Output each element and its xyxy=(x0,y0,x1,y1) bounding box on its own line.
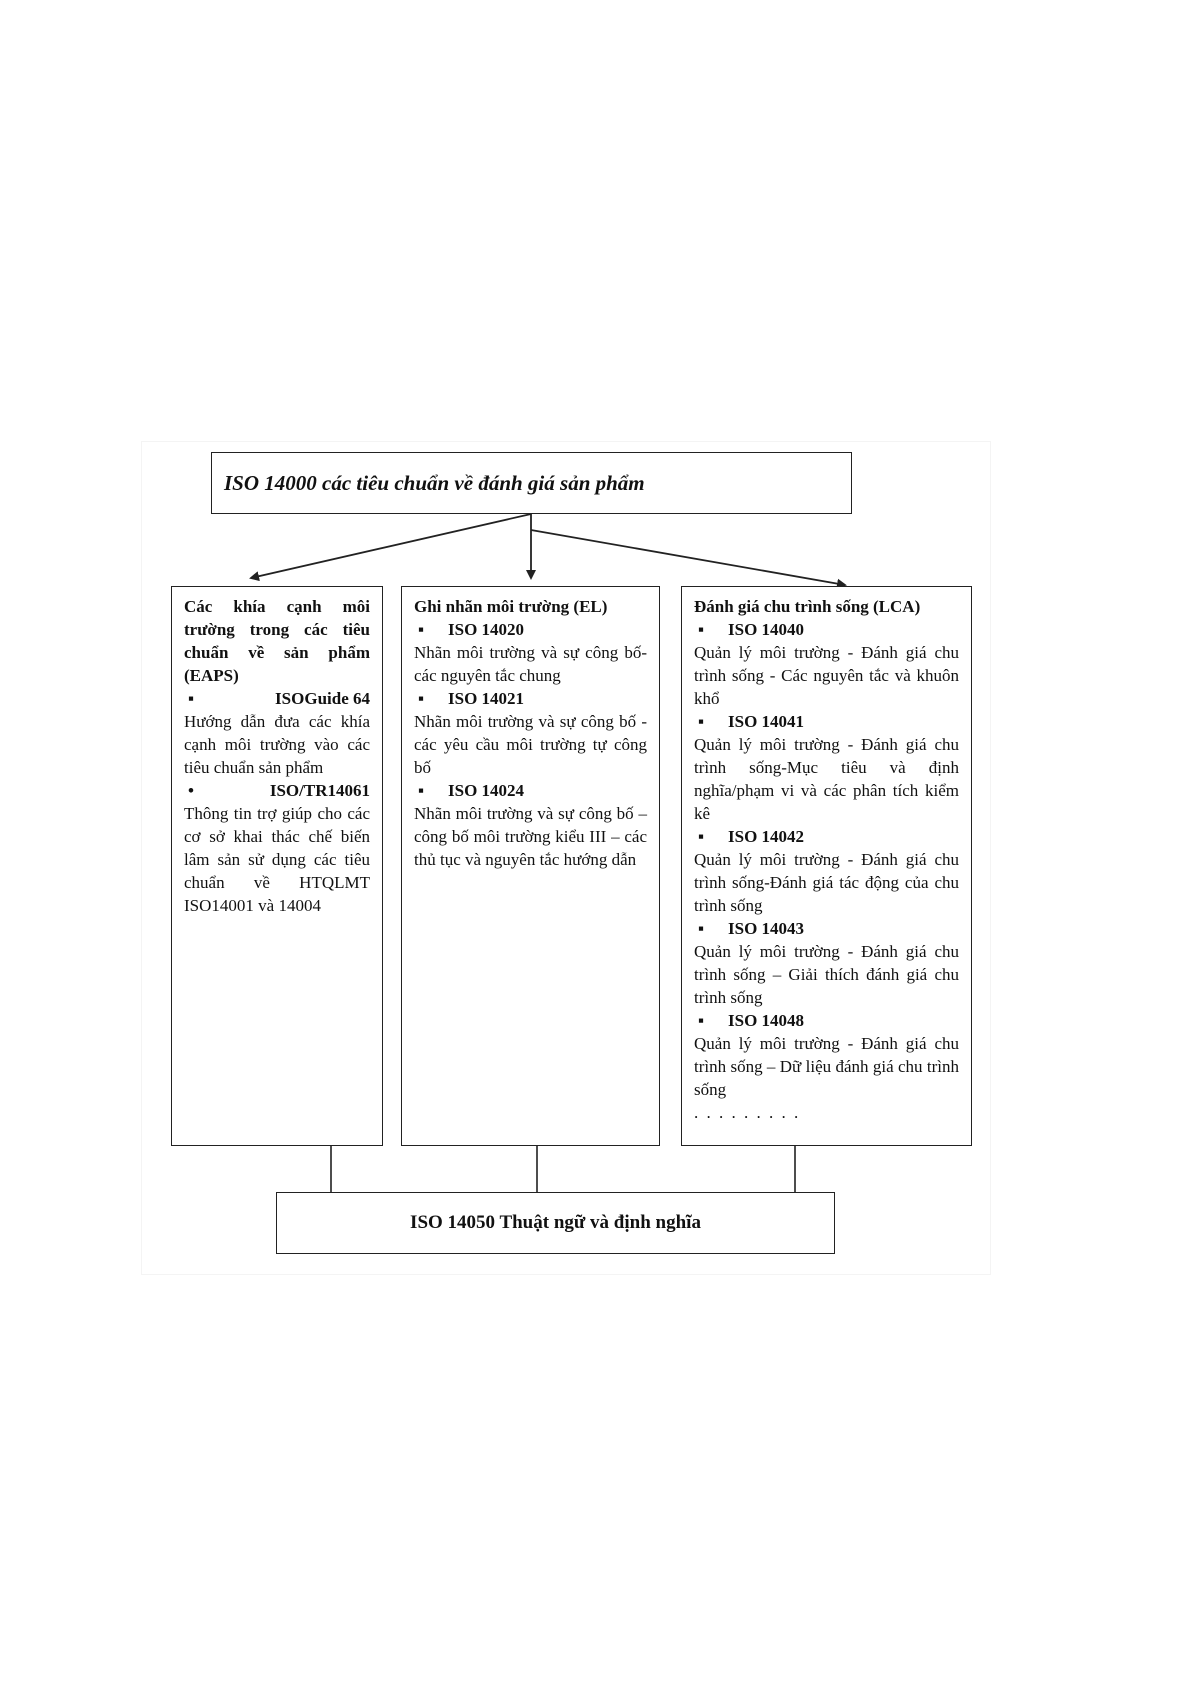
bullet-square-icon: ▪ xyxy=(698,1011,705,1030)
lca-item-1-code: ISO 14040 xyxy=(728,620,805,639)
lca-item-5-head xyxy=(694,1009,959,1032)
lca-item-4-head xyxy=(694,917,959,940)
eaps-item-2-desc: Thông tin trợ giúp cho các cơ sở khai thác chế biến lâm sản sử dụng các tiêu chuẩn về HTQLMT ISO14001 và 14004 xyxy=(184,804,370,915)
el-item-2-code: ISO 14021 xyxy=(448,689,525,708)
column-el xyxy=(401,586,660,1146)
arrow-to-right xyxy=(531,530,845,585)
el-title: Ghi nhãn môi trường (EL) xyxy=(414,597,608,616)
arrow-to-left xyxy=(251,514,531,578)
el-item-3-desc: Nhãn môi trường và sự công bố – công bố môi trường kiểu III – các thủ tục và nguyên tắc hướng dẫn xyxy=(414,804,647,869)
lca-ellipsis: . . . . . . . . . xyxy=(694,1103,801,1122)
lca-item-3-code: ISO 14042 xyxy=(728,827,805,846)
el-item-3-code: ISO 14024 xyxy=(448,781,525,800)
top-box-title: ISO 14000 các tiêu chuẩn về đánh giá sản phẩm xyxy=(224,470,645,495)
el-item-2-head xyxy=(414,687,647,710)
bullet-square-icon: ▪ xyxy=(418,620,425,639)
lca-item-2-code: ISO 14041 xyxy=(728,712,805,731)
el-item-1-desc: Nhãn môi trường và sự công bố-các nguyên tắc chung xyxy=(414,643,647,685)
bullet-dot-icon: • xyxy=(188,781,194,800)
lca-item-3-desc: Quản lý môi trường - Đánh giá chu trình sống-Đánh giá tác động của chu trình sống xyxy=(694,850,959,915)
column-eaps xyxy=(171,586,383,1146)
lca-item-2-head xyxy=(694,710,959,733)
lca-item-4-desc: Quản lý môi trường - Đánh giá chu trình sống – Giải thích đánh giá chu trình sống xyxy=(694,942,959,1007)
lca-item-5-desc: Quản lý môi trường - Đánh giá chu trình sống – Dữ liệu đánh giá chu trình sống xyxy=(694,1034,959,1099)
bullet-square-icon: ▪ xyxy=(418,689,425,708)
bullet-square-icon: ▪ xyxy=(418,781,425,800)
bottom-box-iso14050 xyxy=(276,1192,835,1254)
eaps-item-1-code: ISOGuide 64 xyxy=(275,689,370,708)
top-box-iso14000 xyxy=(211,452,852,514)
lca-item-5-code: ISO 14048 xyxy=(728,1011,805,1030)
bullet-square-icon: ▪ xyxy=(698,919,705,938)
lca-item-2-desc: Quản lý môi trường - Đánh giá chu trình sống-Mục tiêu và định nghĩa/phạm vi và các phân tích kiểm kê xyxy=(694,735,959,823)
bullet-square-icon: ▪ xyxy=(188,689,195,708)
bullet-square-icon: ▪ xyxy=(698,620,705,639)
lca-title: Đánh giá chu trình sống (LCA) xyxy=(694,597,921,616)
eaps-item-2-code: ISO/TR14061 xyxy=(269,781,370,800)
eaps-title: Các khía cạnh môi trường trong các tiêu chuẩn về sản phẩm (EAPS) xyxy=(184,597,370,685)
eaps-item-1-head xyxy=(184,687,370,710)
el-item-1-code: ISO 14020 xyxy=(448,620,525,639)
eaps-item-1-desc: Hướng dẫn đưa các khía cạnh môi trường vào các tiêu chuẩn sản phẩm xyxy=(184,712,370,777)
column-lca xyxy=(681,586,972,1146)
lca-item-3-head xyxy=(694,825,959,848)
lca-item-1-desc: Quản lý môi trường - Đánh giá chu trình sống - Các nguyên tắc và khuôn khổ xyxy=(694,643,959,708)
eaps-item-2-head xyxy=(184,779,370,802)
el-item-1-head xyxy=(414,618,647,641)
el-item-3-head xyxy=(414,779,647,802)
lca-item-1-head xyxy=(694,618,959,641)
lca-item-4-code: ISO 14043 xyxy=(728,919,805,938)
bullet-square-icon: ▪ xyxy=(698,827,705,846)
el-item-2-desc: Nhãn môi trường và sự công bố - các yêu cầu môi trường tự công bố xyxy=(414,712,647,777)
bullet-square-icon: ▪ xyxy=(698,712,705,731)
bottom-box-title: ISO 14050 Thuật ngữ và định nghĩa xyxy=(410,1212,701,1233)
